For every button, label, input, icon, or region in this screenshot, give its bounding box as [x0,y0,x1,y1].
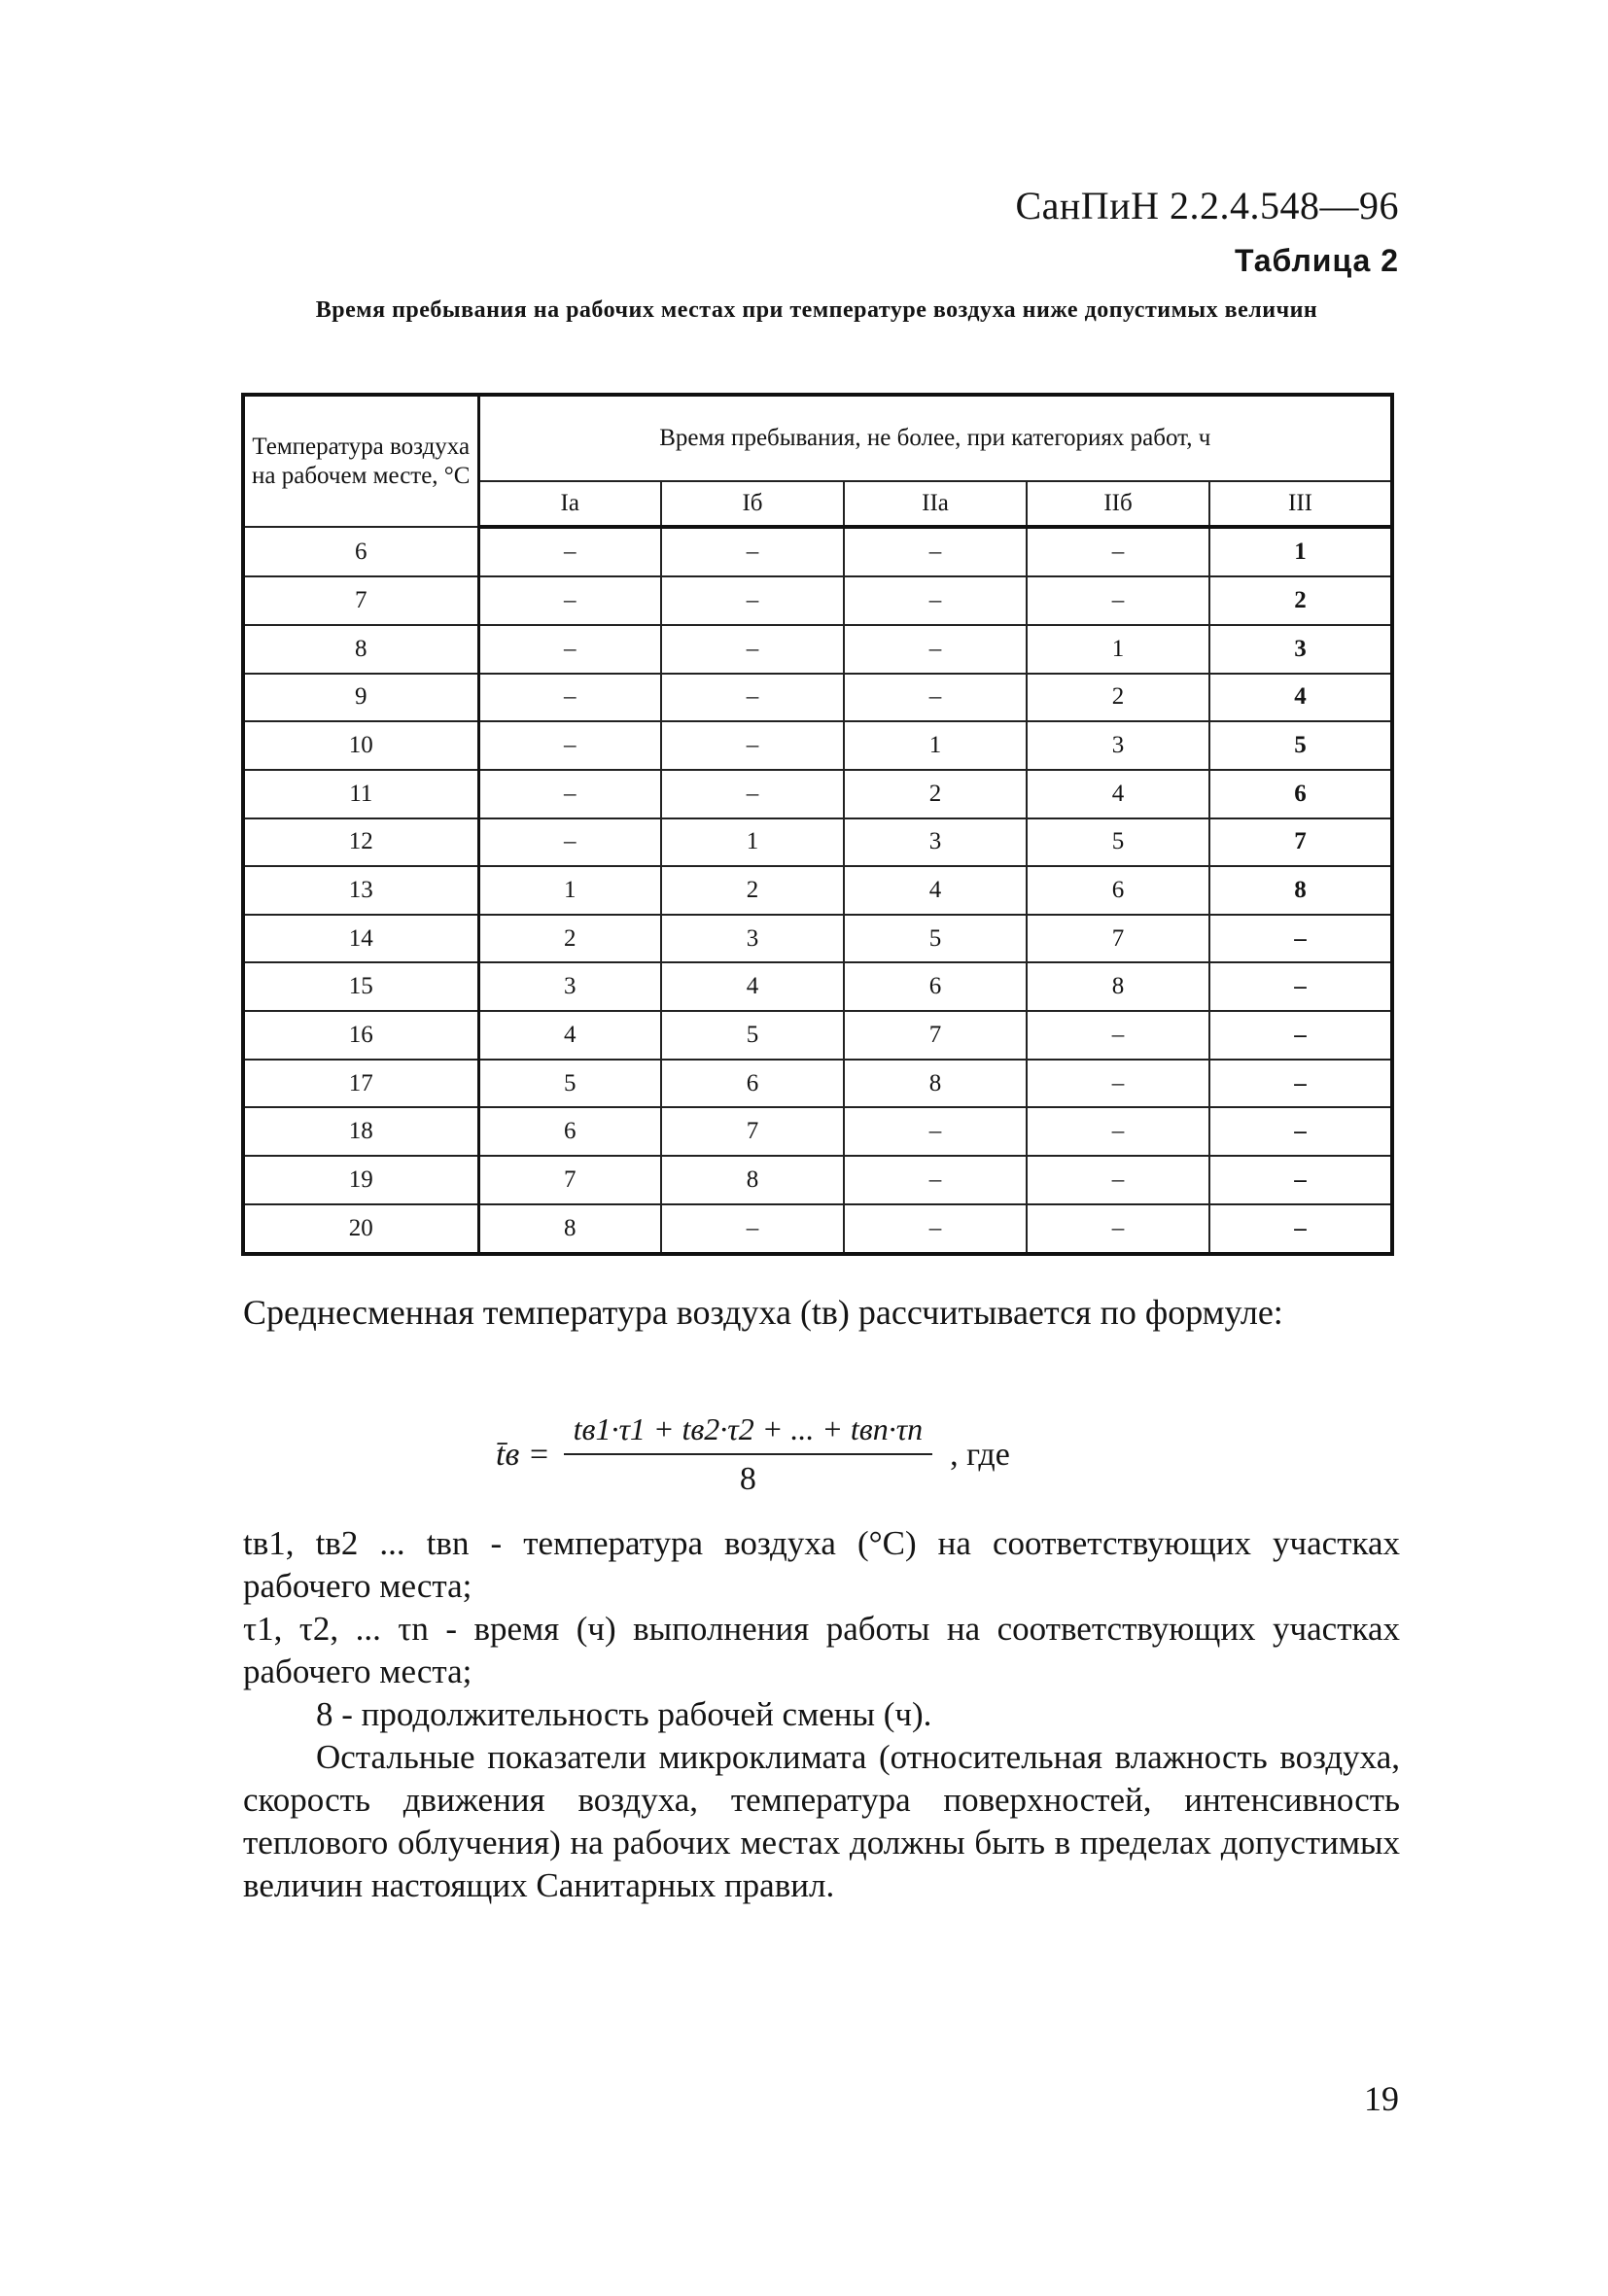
formula-intro: Среднесменная температура воздуха (tв) рассчитывается по формуле: [243,1293,1283,1332]
definition-shift: 8 - продолжительность рабочей смены (ч). [316,1695,932,1733]
category-header: III [1209,481,1392,527]
time-cell: – [844,1156,1027,1204]
microclimate-paragraph: Остальные показатели микроклимата (относительная влажность воздуха, скорость движения воздуха, температура поверхностей, интенсивность теплового облучения) на рабочих местах должны быть в пределах допустимых величин настоящих Санитарных правил. [243,1738,1400,1904]
time-cell: – [1209,915,1392,963]
time-cell: – [1209,962,1392,1011]
time-cell: 3 [844,818,1027,867]
time-cell: – [844,625,1027,674]
category-header: IIа [844,481,1027,527]
table-label: Таблица 2 [1234,243,1399,278]
time-cell: 3 [1209,625,1392,674]
time-cell: – [478,625,661,674]
formula-numerator: tв1·τ1 + tв2·τ2 + ... + tвn·τn [564,1411,932,1455]
mean-temperature-formula [496,1411,1010,1498]
time-cell: 8 [1027,962,1209,1011]
time-cell: 8 [478,1204,661,1254]
time-cell: 4 [478,1011,661,1060]
time-cell: 7 [844,1011,1027,1060]
time-cell: 2 [478,915,661,963]
time-cell: 6 [1027,866,1209,915]
time-cell: 1 [1027,625,1209,674]
time-cell: 1 [478,866,661,915]
time-cell: 1 [844,721,1027,770]
table-row [243,915,1392,963]
temperature-cell: 18 [243,1107,478,1156]
time-cell: – [478,721,661,770]
table-row [243,576,1392,625]
temperature-cell: 9 [243,674,478,722]
time-cell: – [661,576,844,625]
temperature-cell: 14 [243,915,478,963]
table-row [243,1060,1392,1108]
temperature-cell: 12 [243,818,478,867]
formula-lhs: t̄в = [496,1436,550,1473]
time-cell: 3 [661,915,844,963]
time-cell: – [1027,1107,1209,1156]
time-cell: 4 [1209,674,1392,722]
table-row [243,1011,1392,1060]
time-cell: – [478,527,661,576]
temperature-cell: 10 [243,721,478,770]
time-cell: 8 [844,1060,1027,1108]
time-cell: – [1209,1060,1392,1108]
time-cell: – [1027,1060,1209,1108]
time-cell: – [661,674,844,722]
temperature-cell: 7 [243,576,478,625]
time-cell: 2 [844,770,1027,818]
time-cell: 5 [844,915,1027,963]
table-body [243,527,1392,1254]
time-cell: – [1027,1204,1209,1254]
time-cell: – [844,576,1027,625]
time-cell: 6 [478,1107,661,1156]
time-cell: – [844,674,1027,722]
table-row [243,721,1392,770]
table-row [243,770,1392,818]
table-row [243,866,1392,915]
table-row [243,527,1392,576]
temperature-cell: 20 [243,1204,478,1254]
time-cell: – [844,1204,1027,1254]
time-cell: – [661,625,844,674]
page-number: 19 [1364,2079,1399,2118]
time-cell: 7 [1027,915,1209,963]
formula-fraction [564,1411,932,1498]
time-cell: 4 [1027,770,1209,818]
temperature-cell: 15 [243,962,478,1011]
time-cell: – [661,721,844,770]
temperature-cell: 19 [243,1156,478,1204]
time-cell: 4 [661,962,844,1011]
category-header: IIб [1027,481,1209,527]
time-cell: 6 [661,1060,844,1108]
time-cell: 8 [661,1156,844,1204]
time-cell: – [844,1107,1027,1156]
time-cell: 5 [1027,818,1209,867]
time-cell: 7 [661,1107,844,1156]
table-row [243,962,1392,1011]
time-cell: – [661,1204,844,1254]
time-cell: – [1027,1156,1209,1204]
time-cell: 6 [844,962,1027,1011]
temperature-cell: 13 [243,866,478,915]
table-row [243,1156,1392,1204]
exposure-time-table [241,393,1394,1256]
definition-temperature: tв1, tв2 ... tвn - температура воздуха (°С) на соответствующих участках рабочего места; [243,1524,1400,1605]
table-row [243,674,1392,722]
time-cell: 5 [478,1060,661,1108]
temperature-cell: 11 [243,770,478,818]
time-cell: – [661,527,844,576]
time-cell: 7 [478,1156,661,1204]
temperature-cell: 17 [243,1060,478,1108]
time-cell: – [1027,1011,1209,1060]
time-cell: 3 [1027,721,1209,770]
category-header: Iб [661,481,844,527]
time-cell: – [661,770,844,818]
time-cell: 2 [1027,674,1209,722]
table-row [243,1204,1392,1254]
time-cell: – [478,576,661,625]
time-cell: – [1209,1156,1392,1204]
time-cell: – [1027,527,1209,576]
time-cell: 8 [1209,866,1392,915]
time-cell: 3 [478,962,661,1011]
time-cell: 2 [1209,576,1392,625]
body-text [243,1522,1400,1907]
table-row [243,1107,1392,1156]
temperature-cell: 8 [243,625,478,674]
time-cell: 1 [1209,527,1392,576]
time-cell: – [478,770,661,818]
time-cell: – [844,527,1027,576]
time-cell: – [1209,1011,1392,1060]
time-cell: – [1209,1204,1392,1254]
temperature-cell: 16 [243,1011,478,1060]
time-cell: 7 [1209,818,1392,867]
time-cell: 5 [1209,721,1392,770]
table-caption: Время пребывания на рабочих местах при температуре воздуха ниже допустимых величин [315,297,1318,323]
table-row [243,625,1392,674]
time-cell: 5 [661,1011,844,1060]
time-cell: – [1027,576,1209,625]
document-code: СанПиН 2.2.4.548—96 [1015,184,1399,227]
time-cell: 6 [1209,770,1392,818]
formula-tail: , где [950,1436,1010,1473]
category-header: Iа [478,481,661,527]
time-cell: 2 [661,866,844,915]
time-cell: – [1209,1107,1392,1156]
temperature-cell: 6 [243,527,478,576]
time-group-header: Время пребывания, не более, при категориях работ, ч [478,395,1392,481]
formula-denominator: 8 [739,1461,756,1497]
time-cell: – [478,818,661,867]
table-row [243,818,1392,867]
temperature-column-header: Температура воздуха на рабочем месте, °С [243,395,478,527]
time-cell: 4 [844,866,1027,915]
time-cell: – [478,674,661,722]
definition-time: τ1, τ2, ... τn - время (ч) выполнения работы на соответствующих участках рабочего места; [243,1610,1400,1690]
time-cell: 1 [661,818,844,867]
